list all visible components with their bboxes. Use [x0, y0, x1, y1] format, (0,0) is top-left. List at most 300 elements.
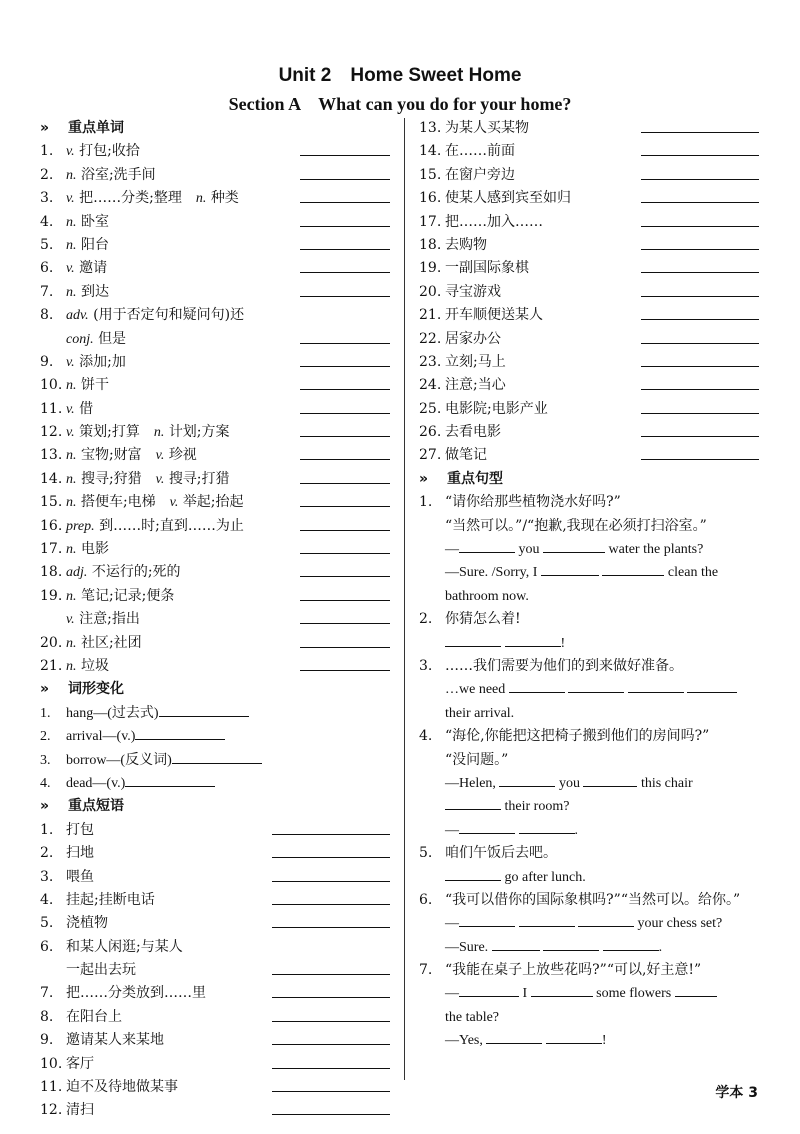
item-number: 16.: [419, 190, 442, 207]
item-number: 18.: [40, 564, 63, 581]
phrase-meaning: 注意;当心: [445, 377, 506, 394]
answer-blank[interactable]: [272, 834, 390, 835]
sentence-3-cn: [419, 655, 759, 678]
phrase-item: [419, 234, 759, 257]
part-of-speech: n.: [66, 448, 77, 464]
word-item: [40, 421, 390, 444]
sentence-text: “海伦,你能把这把椅子搬到他们的房间吗?”: [445, 728, 710, 745]
item-number: 20.: [419, 283, 442, 300]
answer-blank[interactable]: [578, 912, 634, 927]
sentence-1-en3: bathroom now.: [445, 588, 529, 604]
word-meaning: 打包;收拾: [79, 143, 140, 160]
item-number: 23.: [419, 353, 442, 370]
word-form-prompt: arrival—(v.): [66, 729, 136, 745]
word-form-prompt: dead—(v.): [66, 775, 126, 791]
answer-blank[interactable]: [459, 819, 515, 834]
answer-blank[interactable]: [272, 1091, 390, 1092]
part-of-speech: adv.: [66, 308, 89, 324]
item-number: 14.: [40, 470, 63, 487]
sentence-6-en2: [419, 936, 759, 959]
text: —Helen,: [445, 775, 496, 791]
answer-blank[interactable]: [300, 483, 390, 484]
phrase-meaning: 去购物: [445, 236, 487, 253]
phrase-meaning: 扫地: [66, 845, 94, 862]
word-form-prompt: borrow—(反义词): [66, 752, 172, 768]
answer-blank[interactable]: [541, 561, 599, 576]
text: your chess set?: [637, 916, 723, 932]
word-meaning: 注意;指出: [79, 611, 140, 628]
answer-blank[interactable]: [300, 436, 390, 437]
item-number: 14.: [419, 143, 442, 160]
sentence-4-en3: [419, 819, 759, 842]
answer-blank[interactable]: [641, 132, 759, 133]
text: you: [558, 775, 580, 791]
right-column: [419, 117, 759, 1053]
phrase-item: [419, 140, 759, 163]
word-item: [40, 187, 390, 210]
text: —: [445, 542, 459, 558]
item-number: 22.: [419, 330, 442, 347]
answer-blank[interactable]: [641, 226, 759, 227]
part-of-speech: adj.: [66, 565, 88, 581]
item-number: 21.: [40, 657, 63, 674]
page-footer: 学本 3: [715, 1085, 758, 1101]
phrase-meaning: 迫不及待地做某事: [66, 1079, 178, 1096]
item-number: 2.: [40, 729, 51, 745]
answer-blank[interactable]: [300, 179, 390, 180]
item-number: 4.: [40, 213, 54, 230]
phrase-item: [40, 889, 390, 912]
answer-blank[interactable]: [459, 538, 515, 553]
answer-blank[interactable]: [300, 670, 390, 671]
item-number: 26.: [419, 424, 442, 441]
answer-blank[interactable]: [492, 936, 540, 951]
item-number: 15.: [40, 494, 63, 511]
word-item: [40, 398, 390, 421]
word-meaning: 不运行的;死的: [91, 564, 181, 581]
item-number: 8.: [40, 1008, 54, 1025]
text: —Yes,: [445, 1033, 483, 1049]
part-of-speech: v.: [66, 425, 75, 441]
word-meaning: 邀请: [79, 260, 108, 277]
answer-blank[interactable]: [272, 1114, 390, 1115]
item-number: 7.: [419, 962, 433, 979]
word-meaning: 添加;加: [79, 353, 126, 370]
item-number: 1.: [40, 705, 51, 721]
part-of-speech: n.: [66, 495, 77, 511]
phrase-meaning: 浇植物: [66, 915, 108, 932]
part-of-speech: conj.: [66, 331, 94, 347]
answer-blank[interactable]: [641, 319, 759, 320]
arrow-icon: »: [40, 120, 47, 136]
part-of-speech: n.: [66, 635, 77, 651]
word-meaning: 珍视: [168, 447, 197, 464]
part-of-speech: v.: [66, 144, 75, 160]
phrase-item: [419, 257, 759, 280]
answer-blank[interactable]: [300, 296, 390, 297]
answer-blank[interactable]: [505, 632, 561, 647]
item-number: 17.: [40, 541, 63, 558]
word-item: [40, 257, 390, 280]
phrase-meaning: 为某人买某物: [445, 120, 529, 136]
text: —: [445, 822, 459, 838]
phrase-item: [40, 819, 390, 842]
item-number: 4.: [40, 775, 51, 791]
item-number: 11.: [40, 400, 63, 417]
phrase-item: [40, 1053, 390, 1076]
word-item: [40, 538, 390, 561]
item-number: 18.: [419, 236, 442, 253]
answer-blank[interactable]: [641, 296, 759, 297]
sentence-text: “我可以借你的国际象棋吗?”“当然可以。给你。”: [445, 891, 741, 908]
part-of-speech: n.: [66, 237, 77, 253]
word-meaning: 但是: [98, 330, 127, 347]
sentence-5-cn: [419, 842, 759, 865]
answer-blank[interactable]: [602, 561, 664, 576]
answer-blank[interactable]: [641, 389, 759, 390]
answer-blank[interactable]: [499, 772, 555, 787]
phrase-meaning: 电影院;电影产业: [445, 400, 548, 417]
word-meaning: 搜寻;狩猎: [80, 470, 142, 487]
sentence-7-en1: [419, 982, 759, 1005]
answer-blank[interactable]: [628, 678, 684, 693]
text: you: [518, 542, 540, 558]
answer-blank[interactable]: [272, 997, 390, 998]
word-meaning: 社区;社团: [80, 634, 142, 651]
text: —: [445, 986, 459, 1002]
sentence-text: 你猜怎么着!: [445, 611, 521, 628]
item-number: 17.: [419, 213, 442, 230]
phrase-meaning: 立刻;马上: [445, 353, 506, 370]
phrase-item: [40, 842, 390, 865]
answer-blank[interactable]: [300, 530, 390, 531]
word-item: [40, 304, 390, 327]
text: clean the: [667, 565, 719, 581]
part-of-speech: n.: [66, 214, 77, 230]
sentence-4-cn: [419, 725, 759, 748]
answer-blank[interactable]: [675, 982, 717, 997]
section-label: 重点句型: [447, 470, 503, 487]
section-header-sentences: [419, 468, 759, 491]
answer-blank[interactable]: [300, 413, 390, 414]
answer-blank[interactable]: [531, 982, 593, 997]
answer-blank[interactable]: [445, 632, 501, 647]
answer-blank[interactable]: [272, 974, 390, 975]
phrase-meaning: 清扫: [66, 1102, 94, 1119]
phrase-meaning: 一起出去玩: [66, 962, 136, 979]
sentence-4-cn2: “没问题。”: [445, 751, 509, 768]
phrase-item: [419, 374, 759, 397]
unit-title: Unit 2 Home Sweet Home: [278, 65, 522, 86]
sentence-3-en2: their arrival.: [445, 705, 515, 721]
answer-blank[interactable]: [300, 623, 390, 624]
item-number: 16.: [40, 517, 63, 534]
phrase-meaning: 客厅: [66, 1055, 94, 1072]
phrase-meaning: 开车顺便送某人: [445, 307, 543, 324]
answer-blank[interactable]: [300, 576, 390, 577]
answer-blank[interactable]: [272, 857, 390, 858]
item-number: 6.: [40, 260, 54, 277]
phrase-item: [419, 351, 759, 374]
word-item: [40, 515, 390, 538]
phrases-list-right: [419, 117, 759, 468]
section-label: 重点单词: [68, 120, 124, 136]
phrase-meaning: 喂鱼: [66, 868, 94, 885]
answer-blank[interactable]: [509, 678, 565, 693]
item-number: 19.: [419, 260, 442, 277]
word-item: [40, 585, 390, 608]
answer-blank[interactable]: [272, 881, 390, 882]
item-number: 11.: [40, 1079, 63, 1096]
answer-blank[interactable]: [641, 155, 759, 156]
part-of-speech: prep.: [66, 518, 95, 534]
answer-blank[interactable]: [300, 249, 390, 250]
part-of-speech: n.: [66, 588, 77, 604]
sentence-text: “请你给那些植物浇水好吗?”: [445, 494, 621, 511]
answer-blank[interactable]: [445, 795, 501, 810]
answer-blank[interactable]: [459, 912, 515, 927]
text: go after lunch.: [504, 869, 586, 885]
sentence-7-en3: [419, 1029, 759, 1052]
item-number: 8.: [40, 307, 54, 324]
phrase-meaning: 在窗户旁边: [445, 166, 515, 183]
section-header-phrases: [40, 795, 390, 818]
phrase-item: [40, 982, 390, 1005]
item-number: 24.: [419, 377, 442, 394]
phrase-meaning: 和某人闲逛;与某人: [66, 938, 183, 955]
answer-blank[interactable]: [300, 553, 390, 554]
item-number: 10.: [40, 377, 63, 394]
phrase-item: [40, 1029, 390, 1052]
sentence-4-en2: [419, 795, 759, 818]
answer-blank[interactable]: [641, 179, 759, 180]
part-of-speech: n.: [66, 542, 77, 558]
answer-blank[interactable]: [300, 506, 390, 507]
answer-blank[interactable]: [641, 413, 759, 414]
word-form-item: [40, 772, 390, 795]
phrase-item: [419, 164, 759, 187]
phrase-meaning: 去看电影: [445, 424, 501, 441]
word-meaning: 搜寻;打猎: [168, 470, 230, 487]
item-number: 2.: [40, 166, 54, 183]
phrase-meaning: 把……分类放到……里: [66, 985, 206, 1002]
phrase-item: [40, 1076, 390, 1099]
answer-blank[interactable]: [459, 982, 519, 997]
item-number: 4.: [419, 728, 433, 745]
answer-blank[interactable]: [641, 366, 759, 367]
phrase-meaning: 寻宝游戏: [445, 283, 501, 300]
item-number: 2.: [419, 611, 433, 628]
word-item: [40, 281, 390, 304]
text: their room?: [504, 799, 570, 815]
answer-blank[interactable]: [300, 226, 390, 227]
text: this chair: [640, 775, 693, 791]
sentence-1-en2: [419, 561, 759, 584]
item-number: 10.: [40, 1055, 63, 1072]
part-of-speech: v.: [169, 495, 179, 511]
arrow-icon: »: [40, 681, 47, 698]
answer-blank[interactable]: [543, 936, 599, 951]
answer-blank[interactable]: [300, 366, 390, 367]
word-item: [40, 444, 390, 467]
answer-blank[interactable]: [641, 249, 759, 250]
answer-blank[interactable]: [641, 272, 759, 273]
section-header-words: [40, 117, 390, 140]
answer-blank[interactable]: [272, 1021, 390, 1022]
sentence-7-en2: the table?: [445, 1009, 500, 1025]
item-number: 15.: [419, 166, 442, 183]
word-meaning: 卧室: [80, 213, 109, 230]
answer-blank[interactable]: [687, 678, 737, 693]
answer-blank[interactable]: [641, 202, 759, 203]
text: —Sure.: [445, 939, 489, 955]
answer-blank[interactable]: [641, 459, 759, 460]
answer-blank[interactable]: [300, 459, 390, 460]
item-number: 1.: [40, 143, 54, 160]
phrase-meaning: 使某人感到宾至如归: [445, 190, 571, 207]
item-number: 4.: [40, 891, 54, 908]
word-form-prompt: hang—(过去式): [66, 705, 159, 721]
word-meaning: 种类: [210, 190, 239, 207]
arrow-icon: »: [40, 798, 47, 815]
sentence-text: ……我们需要为他们的到来做好准备。: [445, 657, 683, 674]
answer-blank[interactable]: [159, 702, 249, 717]
answer-blank[interactable]: [546, 1029, 602, 1044]
section-header-forms: [40, 678, 390, 701]
answer-blank[interactable]: [519, 912, 575, 927]
word-meaning: 借: [79, 400, 94, 417]
word-meaning: 到……时;直到……为止: [99, 517, 244, 534]
sentence-1-cn2: “当然可以。”/“抱歉,我现在必须打扫浴室。”: [445, 517, 707, 534]
sentence-2-cn: [419, 608, 759, 631]
answer-blank[interactable]: [519, 819, 575, 834]
part-of-speech: n.: [66, 378, 77, 394]
answer-blank[interactable]: [272, 1044, 390, 1045]
answer-blank[interactable]: [300, 343, 390, 344]
text: !: [601, 1033, 607, 1049]
answer-blank[interactable]: [445, 866, 501, 881]
sentence-2-en: [419, 632, 759, 655]
item-number: 7.: [40, 985, 54, 1002]
word-item: [40, 351, 390, 374]
answer-blank[interactable]: [300, 647, 390, 648]
answer-blank[interactable]: [300, 389, 390, 390]
answer-blank[interactable]: [568, 678, 624, 693]
part-of-speech: v.: [66, 191, 75, 207]
word-item: [40, 632, 390, 655]
item-number: 12.: [40, 424, 63, 441]
phrase-meaning: 居家办公: [445, 330, 501, 347]
phrase-item: [419, 211, 759, 234]
answer-blank[interactable]: [641, 436, 759, 437]
word-meaning: 饼干: [80, 377, 109, 394]
column-divider: [404, 118, 405, 1080]
text: I: [522, 986, 528, 1002]
item-number: 3.: [419, 657, 433, 674]
phrase-item: [419, 281, 759, 304]
word-meaning: 举起;抬起: [182, 494, 244, 511]
word-meaning: 宝物;财富: [80, 447, 142, 464]
word-meaning: 垃圾: [80, 657, 109, 674]
answer-blank[interactable]: [583, 772, 637, 787]
word-meaning: 搭便车;电梯: [80, 494, 156, 511]
part-of-speech: v.: [155, 448, 165, 464]
item-number: 19.: [40, 587, 63, 604]
phrase-item: [419, 398, 759, 421]
item-number: 1.: [40, 821, 54, 838]
item-number: 25.: [419, 400, 442, 417]
phrase-meaning: 挂起;挂断电话: [66, 891, 155, 908]
phrase-meaning: 邀请某人来某地: [66, 1032, 164, 1049]
item-number: 27.: [419, 447, 442, 464]
phrase-item: [419, 444, 759, 467]
item-number: 3.: [40, 868, 54, 885]
phrase-item: [419, 117, 759, 140]
word-item: [40, 211, 390, 234]
answer-blank[interactable]: [272, 904, 390, 905]
phrase-meaning: 做笔记: [445, 447, 487, 464]
answer-blank[interactable]: [603, 936, 659, 951]
answer-blank[interactable]: [125, 772, 215, 787]
phrase-meaning: 在阳台上: [66, 1008, 122, 1025]
answer-blank[interactable]: [300, 155, 390, 156]
phrase-item: [40, 959, 390, 982]
answer-blank[interactable]: [486, 1029, 542, 1044]
item-number: 20.: [40, 634, 63, 651]
phrase-meaning: 打包: [66, 821, 94, 838]
text: some flowers: [596, 986, 672, 1002]
item-number: 2.: [40, 845, 54, 862]
item-number: 6.: [40, 938, 54, 955]
phrase-item: [419, 421, 759, 444]
answer-blank[interactable]: [300, 202, 390, 203]
phrases-list-left: [40, 819, 390, 1123]
word-meaning: 浴室;洗手间: [80, 166, 156, 183]
answer-blank[interactable]: [172, 749, 262, 764]
phrase-item: [40, 936, 390, 959]
part-of-speech: n.: [66, 284, 77, 300]
section-label: 重点短语: [68, 798, 124, 815]
item-number: 7.: [40, 283, 54, 300]
answer-blank[interactable]: [300, 600, 390, 601]
item-number: 9.: [40, 353, 54, 370]
word-item: [40, 655, 390, 678]
text: —Sure. /Sorry, I: [445, 565, 538, 581]
answer-blank[interactable]: [272, 1068, 390, 1069]
word-meaning: 到达: [80, 283, 109, 300]
word-item: [40, 608, 390, 631]
answer-blank[interactable]: [272, 927, 390, 928]
item-number: 3.: [40, 752, 51, 768]
answer-blank[interactable]: [300, 272, 390, 273]
answer-blank[interactable]: [135, 725, 225, 740]
answer-blank[interactable]: [641, 343, 759, 344]
part-of-speech: n.: [66, 167, 77, 183]
word-item: [40, 328, 390, 351]
text: .: [658, 939, 663, 955]
part-of-speech: v.: [155, 471, 165, 487]
answer-blank[interactable]: [543, 538, 605, 553]
words-list: [40, 140, 390, 678]
item-number: 12.: [40, 1102, 63, 1119]
sentence-text: 咱们午饭后去吧。: [445, 845, 557, 862]
text: —: [445, 916, 459, 932]
word-meaning: 笔记;记录;便条: [80, 587, 175, 604]
sentence-5-en: [419, 866, 759, 889]
item-number: 9.: [40, 1032, 54, 1049]
phrase-item: [40, 1099, 390, 1122]
word-item: [40, 561, 390, 584]
